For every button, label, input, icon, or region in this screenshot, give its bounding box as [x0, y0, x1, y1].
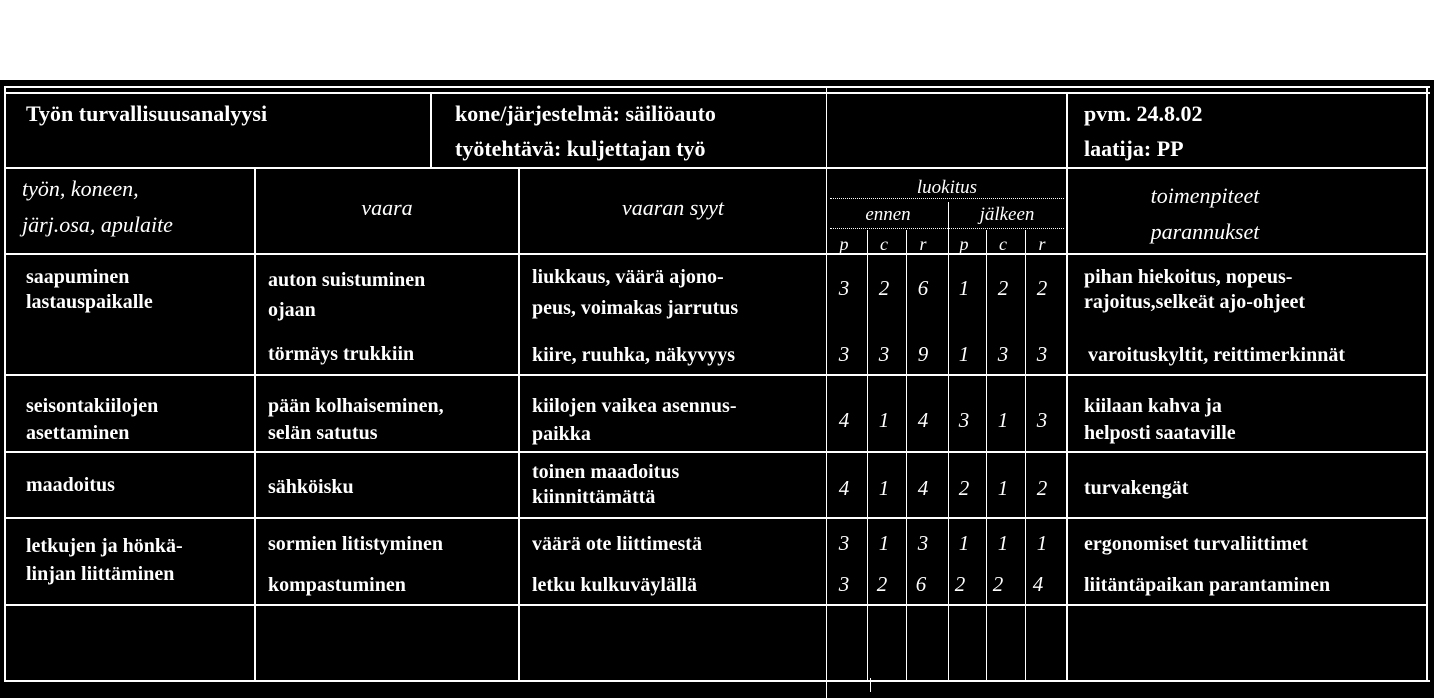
- row2-part-line2: asettaminen: [26, 422, 130, 444]
- row2-r-before: 4: [917, 408, 929, 432]
- subhead-r-after: r: [1038, 234, 1046, 254]
- row1a-r-after: 2: [1036, 276, 1048, 300]
- row4b-measures: liitäntäpaikan parantaminen: [1084, 574, 1331, 596]
- row4b-c-before: 2: [876, 572, 888, 596]
- row2-p-before: 4: [838, 408, 850, 432]
- header-sep-1: [430, 92, 432, 168]
- row2-measures-line1: kiilaan kahva ja: [1084, 395, 1222, 417]
- row3-c-after: 1: [997, 476, 1009, 500]
- row4b-causes: letku kulkuväylällä: [532, 574, 698, 596]
- author-label: laatija: PP: [1084, 136, 1184, 161]
- row3-bottom: [4, 517, 1428, 519]
- row4a-c-after: 1: [997, 531, 1009, 555]
- row1a-c-after: 2: [997, 276, 1009, 300]
- row4b-r-before: 6: [915, 572, 927, 596]
- row2-measures-line2: helposti saataville: [1084, 422, 1236, 444]
- col-measures-heading-2: parannukset: [1150, 219, 1260, 244]
- row4a-hazard: sormien litistyminen: [268, 533, 443, 555]
- heading-row-bottom: [4, 253, 1428, 255]
- pcr-sep-1: [906, 230, 907, 680]
- row1a-hazard-line1: auton suistuminen: [268, 269, 426, 291]
- row4b-r-after: 4: [1032, 572, 1044, 596]
- col-part-heading-2: järj.osa, apulaite: [22, 212, 173, 237]
- row1b-hazard: törmäys trukkiin: [268, 343, 415, 365]
- measures-left-border: [1066, 92, 1068, 682]
- row4a-p-before: 3: [838, 531, 850, 555]
- row2-causes-line1: kiilojen vaikea asennus-: [532, 395, 737, 417]
- row1a-causes-line1: liukkaus, väärä ajono-: [532, 266, 724, 288]
- row2-r-after: 3: [1036, 408, 1048, 432]
- col-after-heading: jälkeen: [979, 204, 1035, 225]
- machine-label: kone/järjestelmä: säiliöauto: [455, 101, 716, 126]
- pcr-sep-0: [867, 230, 868, 680]
- row3-part: maadoitus: [26, 474, 115, 496]
- row1b-r-before: 9: [917, 342, 929, 366]
- row4a-r-before: 3: [917, 531, 929, 555]
- row4a-p-after: 1: [958, 531, 970, 555]
- row1b-p-before: 3: [838, 342, 850, 366]
- pcr-sep-3: [1025, 230, 1026, 680]
- row2-hazard-line1: pään kolhaiseminen,: [268, 395, 444, 417]
- row3-r-before: 4: [917, 476, 929, 500]
- row4b-p-before: 3: [838, 572, 850, 596]
- date-label: pvm. 24.8.02: [1084, 101, 1203, 126]
- frame-left: [4, 86, 6, 682]
- row2-part-line1: seisontakiilojen: [26, 395, 159, 417]
- sheet-title: Työn turvallisuusanalyysi: [26, 101, 268, 126]
- row1a-causes-line2: peus, voimakas jarrutus: [532, 297, 739, 319]
- row1a-measures-line2: rajoitus,selkeät ajo-ohjeet: [1084, 291, 1306, 313]
- pcr-sep-2: [986, 230, 987, 680]
- row1a-c-before: 2: [878, 276, 890, 300]
- row1a-p-after: 1: [958, 276, 970, 300]
- before-after-dotted-line: [830, 228, 1064, 229]
- row3-p-after: 2: [958, 476, 970, 500]
- row1a-hazard-line2: ojaan: [268, 299, 316, 321]
- row3-c-before: 1: [878, 476, 890, 500]
- row3-causes-line1: toinen maadoitus: [532, 461, 680, 483]
- col-classification-heading: luokitus: [916, 177, 978, 198]
- row3-causes-line2: kiinnittämättä: [532, 486, 656, 508]
- row3-measures: turvakengät: [1084, 477, 1189, 499]
- before-after-sep: [948, 202, 949, 682]
- col-part-heading-1: työn, koneen,: [22, 176, 139, 201]
- bottom-tick: [870, 678, 871, 692]
- row1b-r-after: 3: [1036, 342, 1048, 366]
- row3-p-before: 4: [838, 476, 850, 500]
- row1a-r-before: 6: [917, 276, 929, 300]
- row1b-p-after: 1: [958, 342, 970, 366]
- row1b-c-before: 3: [878, 342, 890, 366]
- col-measures-heading-1: toimenpiteet: [1150, 183, 1260, 208]
- row4a-causes: väärä ote liittimestä: [532, 533, 702, 555]
- frame-top-inner: [4, 92, 1430, 94]
- safety-analysis-sheet: [0, 80, 1434, 697]
- frame-top-outer: [4, 86, 1430, 88]
- top-white-band: [0, 0, 1434, 80]
- row2-c-after: 1: [997, 408, 1009, 432]
- row4b-c-after: 2: [992, 572, 1004, 596]
- row1b-causes: kiire, ruuhka, näkyvyys: [532, 344, 736, 366]
- row4-part-line2: linjan liittäminen: [26, 563, 175, 585]
- subhead-r-before: r: [919, 234, 927, 254]
- frame-bottom: [4, 680, 1430, 682]
- row1a-measures-line1: pihan hiekoitus, nopeus-: [1084, 266, 1293, 288]
- row4-part-line1: letkujen ja hönkä-: [26, 535, 183, 557]
- row3-r-after: 2: [1036, 476, 1048, 500]
- row4b-p-after: 2: [954, 572, 966, 596]
- row4b-hazard: kompastuminen: [268, 574, 406, 596]
- row1-part-line2: lastauspaikalle: [26, 291, 153, 313]
- header-row-bottom: [4, 167, 1428, 169]
- frame-right: [1426, 86, 1428, 682]
- classification-left-border: [826, 88, 827, 698]
- row1b-c-after: 3: [997, 342, 1009, 366]
- row4a-r-after: 1: [1036, 531, 1048, 555]
- col-causes-heading: vaaran syyt: [621, 195, 725, 220]
- task-label: työtehtävä: kuljettajan työ: [455, 136, 706, 161]
- row2-c-before: 1: [878, 408, 890, 432]
- row2-causes-line2: paikka: [532, 423, 591, 445]
- row4-bottom: [4, 604, 1428, 606]
- col-hazard-heading: vaara: [361, 195, 413, 220]
- subhead-p-before: p: [839, 234, 849, 254]
- col-before-heading: ennen: [865, 204, 911, 225]
- row2-hazard-line2: selän satutus: [268, 422, 378, 444]
- subhead-p-after: p: [959, 234, 969, 254]
- row1-part-line1: saapuminen: [26, 266, 130, 288]
- subhead-c-after: c: [999, 234, 1007, 254]
- row1b-measures: varoituskyltit, reittimerkinnät: [1088, 344, 1346, 366]
- subhead-c-before: c: [880, 234, 888, 254]
- row2-bottom: [4, 451, 1428, 453]
- row4a-c-before: 1: [878, 531, 890, 555]
- row4a-measures: ergonomiset turvaliittimet: [1084, 533, 1308, 555]
- row1-bottom: [4, 374, 1428, 376]
- row3-hazard: sähköisku: [268, 476, 354, 498]
- row1a-p-before: 3: [838, 276, 850, 300]
- row2-p-after: 3: [958, 408, 970, 432]
